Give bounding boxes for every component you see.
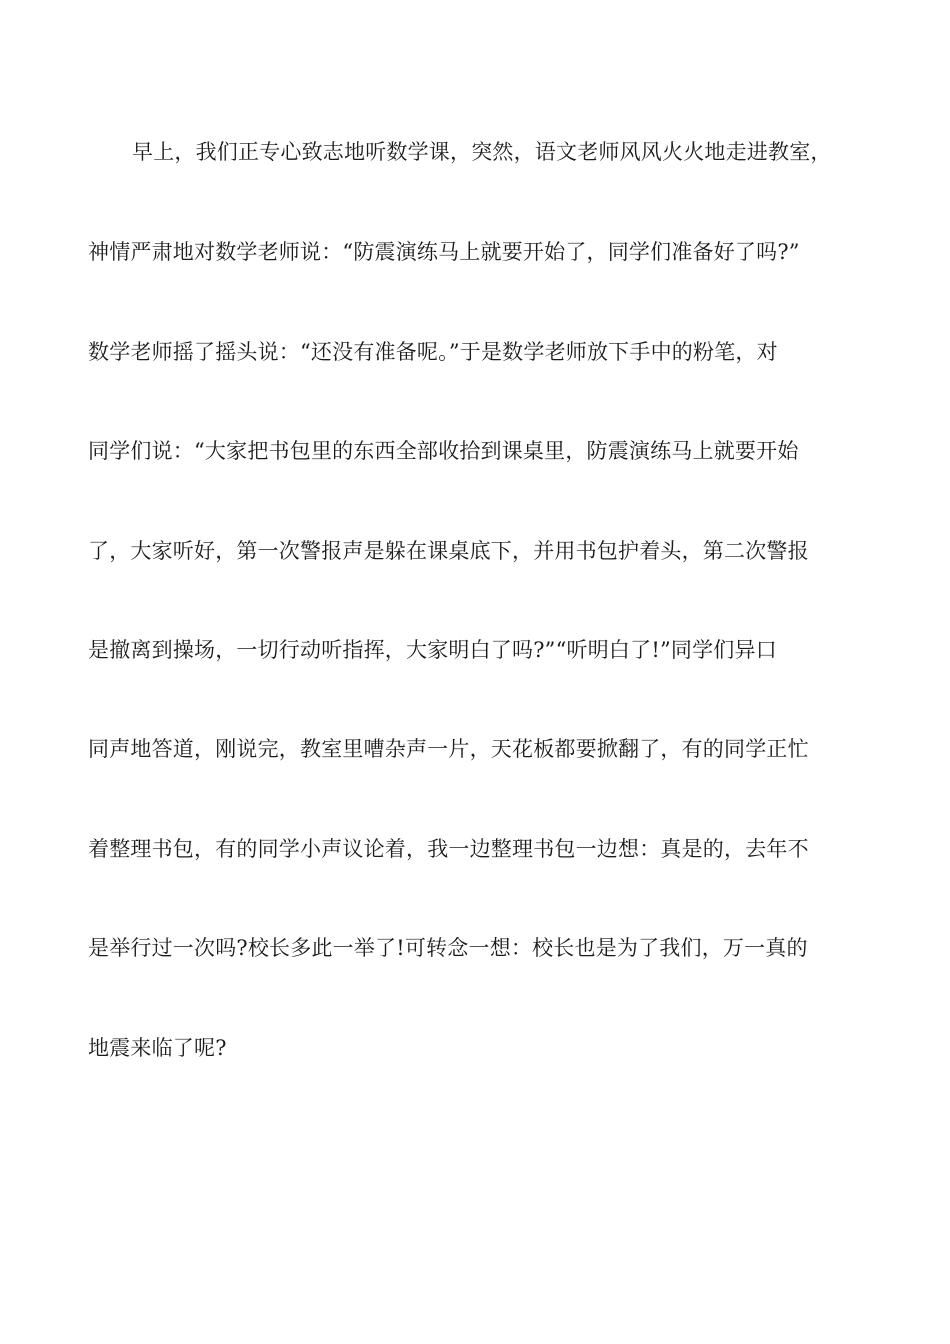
paragraph-line-7: 同声地答道，刚说完，教室里嘈杂声一片，天花板都要掀翻了，有的同学正忙 — [88, 737, 809, 761]
paragraph-line-10: 地震来临了呢? — [88, 1036, 227, 1060]
paragraph-line-5: 了，大家听好，第一次警报声是躲在课桌底下，并用书包护着头，第二次警报 — [88, 539, 809, 563]
paragraph-line-3: 数学老师摇了摇头说：“还没有准备呢。”于是数学老师放下手中的粉笔，对 — [88, 340, 778, 364]
paragraph-line-9: 是举行过一次吗?校长多此一举了!可转念一想：校长也是为了我们，万一真的 — [88, 936, 808, 960]
paragraph-line-6: 是撤离到操场，一切行动听指挥，大家明白了吗?”“听明白了!”同学们异口 — [88, 638, 777, 662]
paragraph-line-8: 着整理书包，有的同学小声议论着，我一边整理书包一边想：真是的，去年不 — [88, 837, 809, 861]
paragraph-line-2: 神情严肃地对数学老师说：“防震演练马上就要开始了，同学们准备好了吗?” — [88, 240, 800, 264]
paragraph-line-4: 同学们说：“大家把书包里的东西全部收拾到课桌里，防震演练马上就要开始 — [88, 439, 799, 463]
paragraph-line-1: 早上，我们正专心致志地听数学课，突然，语文老师风风火火地走进教室， — [132, 140, 832, 164]
